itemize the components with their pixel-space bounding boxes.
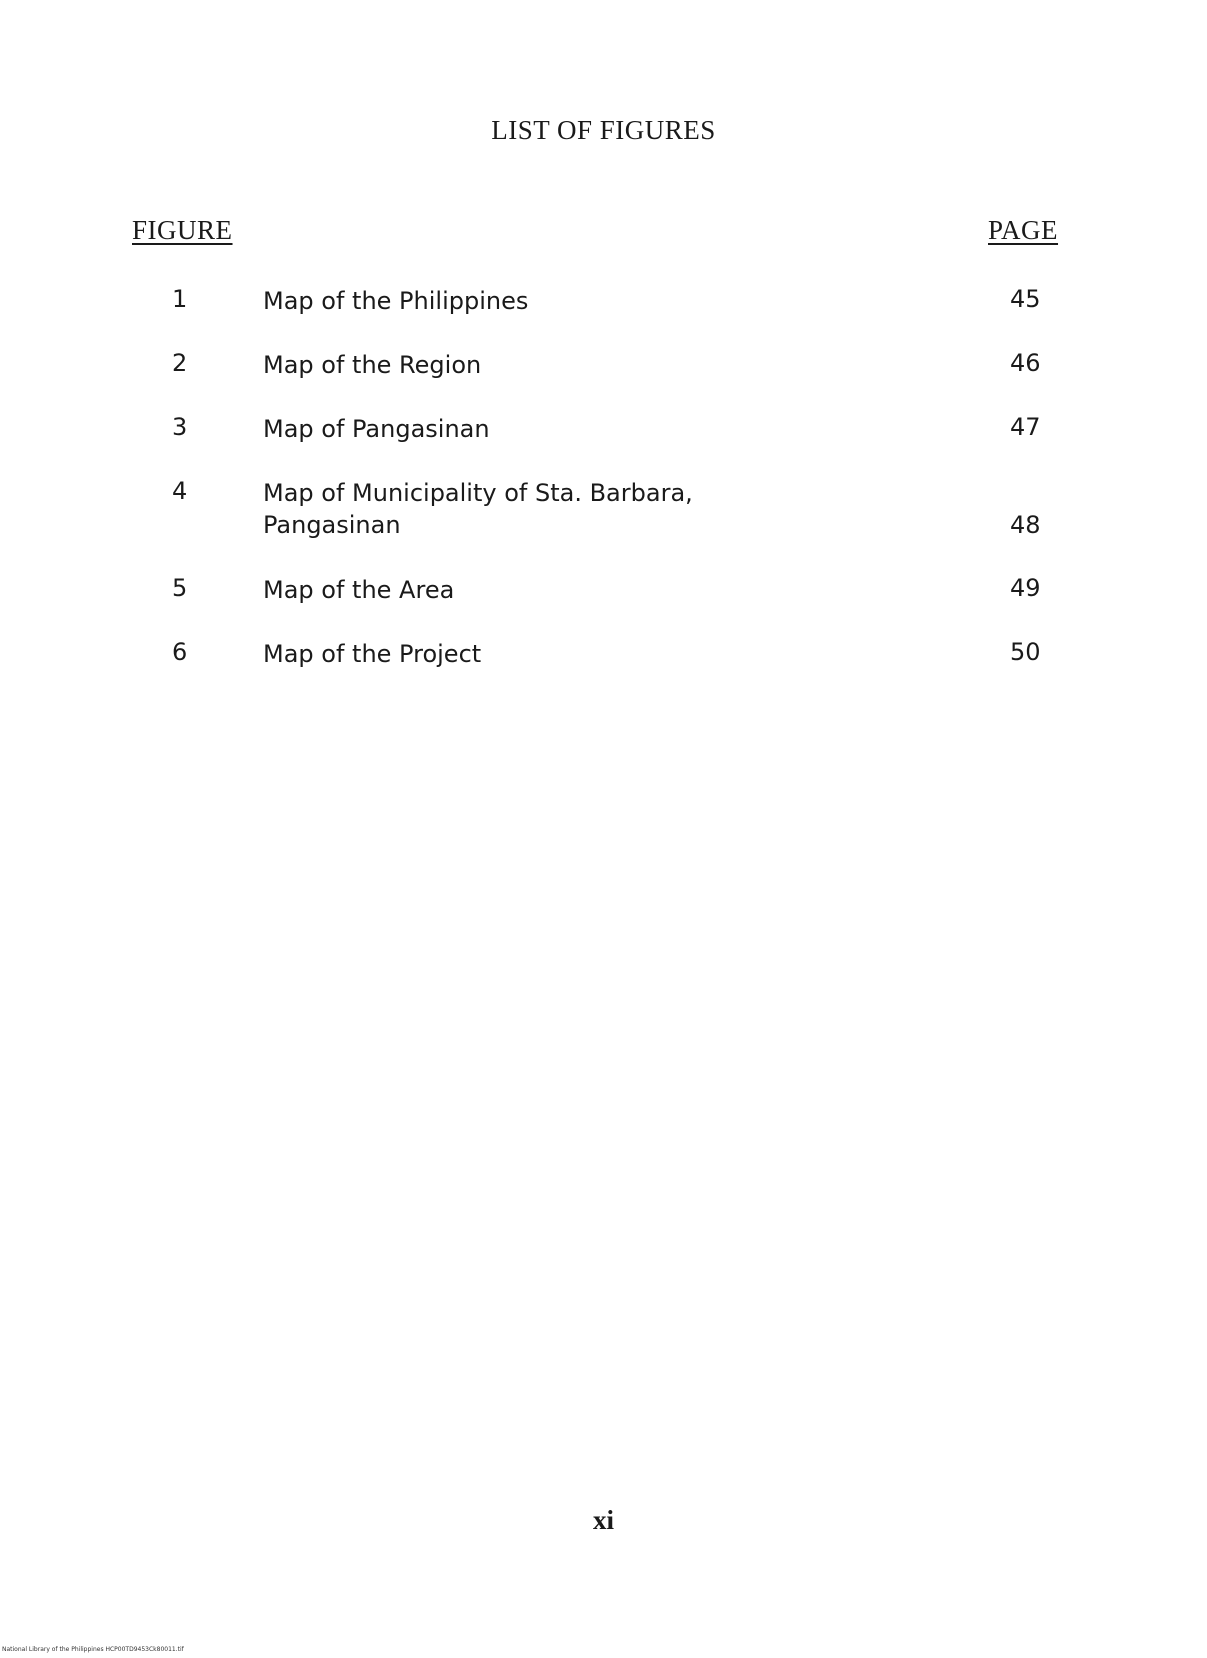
figure-number: 3 bbox=[172, 413, 188, 441]
page-column-header: PAGE bbox=[988, 215, 1059, 245]
figure-number: 5 bbox=[172, 574, 188, 602]
figure-title: Map of the Region bbox=[263, 351, 482, 379]
figure-title bbox=[263, 477, 883, 541]
figure-page: 47 bbox=[1010, 413, 1041, 441]
figure-title-line: Pangasinan bbox=[263, 511, 401, 539]
figure-page: 45 bbox=[1010, 285, 1041, 313]
figure-title: Map of the Project bbox=[263, 640, 482, 668]
figure-page: 50 bbox=[1010, 638, 1041, 666]
figure-number: 2 bbox=[172, 349, 188, 377]
figure-page: 49 bbox=[1010, 574, 1041, 602]
page-number: xi bbox=[592, 1505, 614, 1535]
figure-title: Map of the Philippines bbox=[263, 287, 529, 315]
scan-footer: National Library of the Philippines HCP00TD9453Ck80011.tif bbox=[2, 1646, 184, 1653]
figure-column-header: FIGURE bbox=[132, 215, 233, 245]
page-title: LIST OF FIGURES bbox=[491, 115, 716, 145]
figure-title-line: Map of Municipality of Sta. Barbara, bbox=[263, 479, 693, 507]
figure-page: 46 bbox=[1010, 349, 1041, 377]
figure-number: 1 bbox=[172, 285, 188, 313]
figure-title: Map of the Area bbox=[263, 576, 455, 604]
figure-title: Map of Pangasinan bbox=[263, 415, 490, 443]
figure-number: 6 bbox=[172, 638, 188, 666]
figure-number: 4 bbox=[172, 477, 188, 505]
figure-page: 48 bbox=[1010, 511, 1041, 539]
